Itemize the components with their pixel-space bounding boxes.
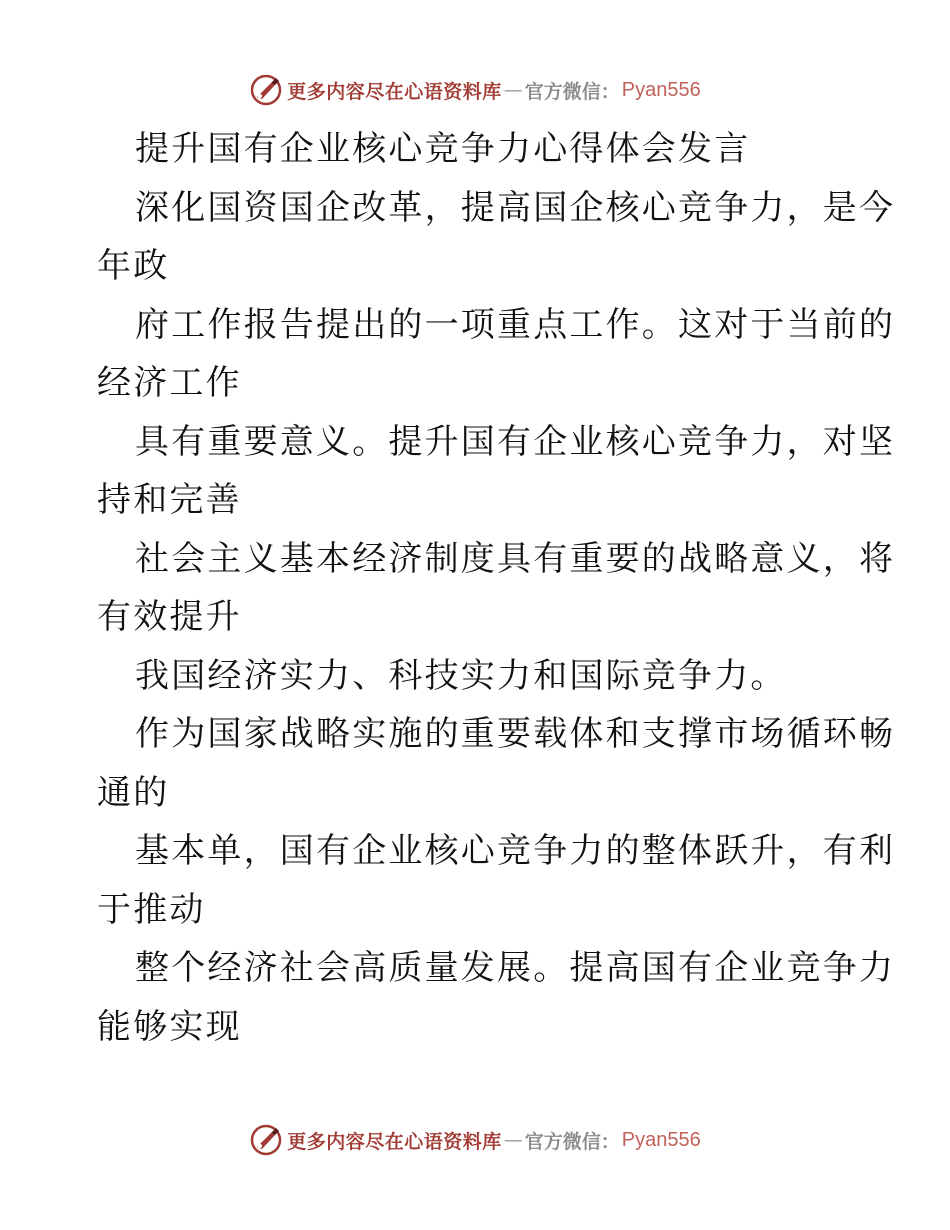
watermark-main-text: 更多内容尽在心语资料库 bbox=[287, 80, 502, 103]
pen-logo-icon bbox=[249, 1123, 283, 1157]
text-line: 于推动 bbox=[97, 889, 206, 930]
document-title: 提升国有企业核心竞争力心得体会发言 bbox=[135, 129, 751, 169]
watermark-wechat-id: Pyan556 bbox=[621, 1128, 701, 1151]
paragraph-lines bbox=[97, 179, 896, 1057]
text-line: 持和完善 bbox=[97, 480, 242, 520]
text-line: 能够实现 bbox=[97, 1006, 242, 1047]
text-line: 整个经济社会高质量发展。提高国有企业竞争力 bbox=[135, 948, 896, 988]
text-line: 经济工作 bbox=[97, 363, 242, 403]
text-line: 社会主义基本经济制度具有重要的战略意义，将 bbox=[135, 538, 896, 579]
watermark-wechat-label: 官方微信： bbox=[524, 80, 620, 103]
watermark-separator: — bbox=[503, 1129, 523, 1151]
text-line: 有效提升 bbox=[97, 597, 242, 637]
footer-watermark bbox=[0, 1120, 950, 1160]
text-line: 深化国资国企改革，提高国企核心竞争力，是今 bbox=[135, 187, 896, 228]
watermark-wechat-label: 官方微信： bbox=[524, 1130, 620, 1153]
pen-logo-icon bbox=[249, 73, 283, 107]
watermark-wechat-id: Pyan556 bbox=[621, 78, 701, 101]
text-line: 年政 bbox=[97, 246, 170, 286]
text-line: 具有重要意义。提升国有企业核心竞争力，对坚 bbox=[135, 421, 896, 462]
watermark-separator: — bbox=[503, 79, 523, 101]
text-line: 基本单，国有企业核心竞争力的整体跃升，有利 bbox=[135, 831, 896, 871]
text-line: 府工作报告提出的一项重点工作。这对于当前的 bbox=[135, 304, 896, 345]
document-body bbox=[97, 120, 896, 1056]
text-line: 作为国家战略实施的重要载体和支撑市场循环畅 bbox=[135, 714, 896, 754]
watermark-main-text: 更多内容尽在心语资料库 bbox=[287, 1130, 502, 1153]
text-line: 通的 bbox=[97, 772, 170, 813]
text-line: 我国经济实力、科技实力和国际竞争力。 bbox=[135, 655, 787, 696]
header-watermark bbox=[0, 70, 950, 110]
